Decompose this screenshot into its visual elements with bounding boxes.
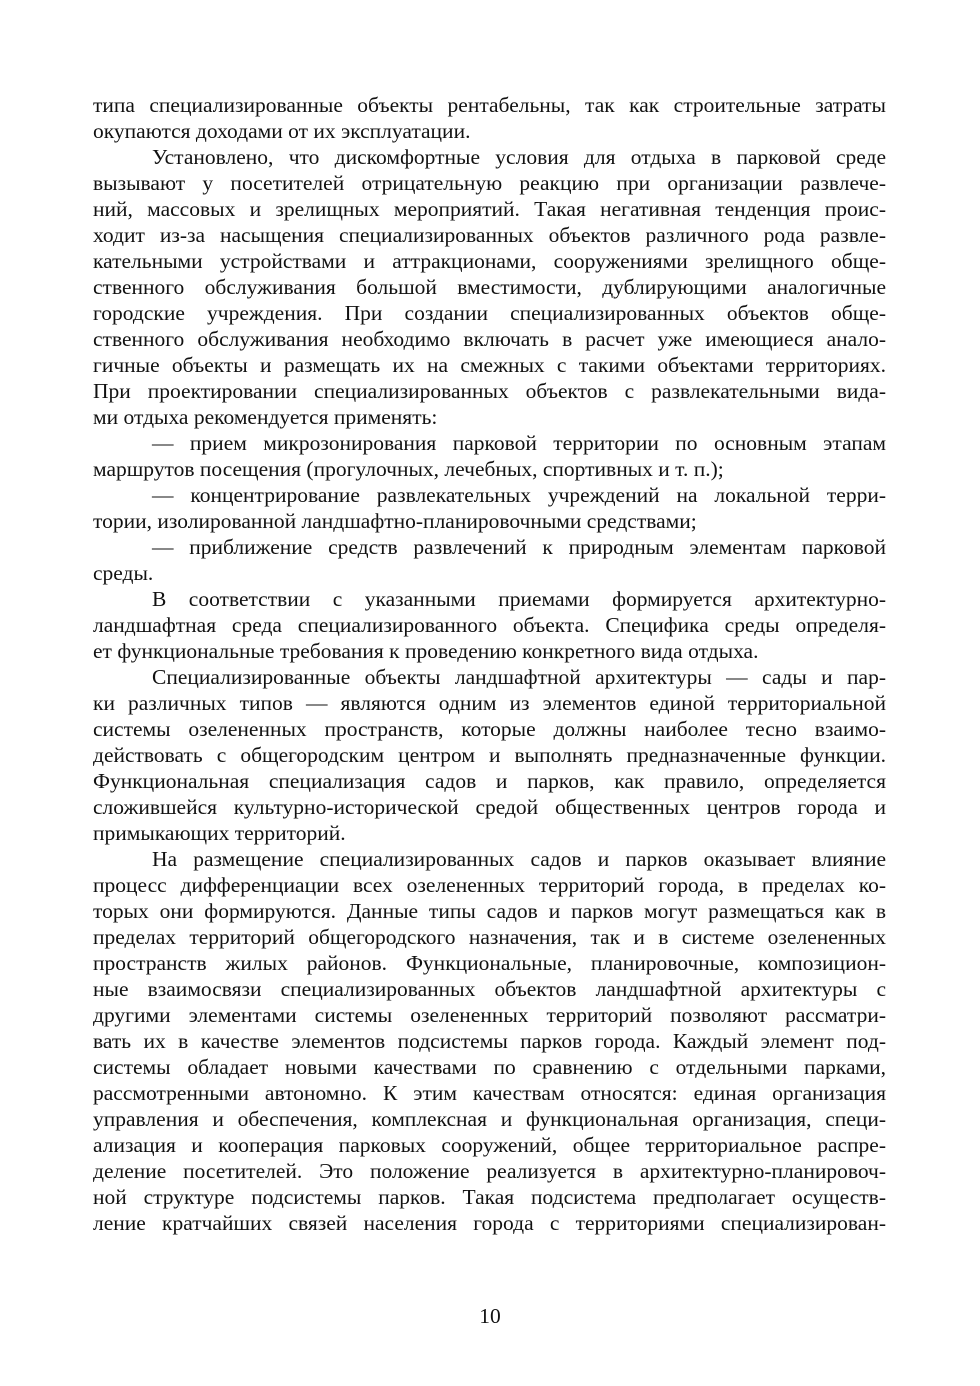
- text-line: ходит из-за насыщения специализированных объектов различного рода развле-: [93, 223, 886, 247]
- text-line: кательными устройствами и аттракционами, сооружениями зрелищного обще-: [93, 249, 886, 273]
- text-line: ственного обслуживания необходимо включать в расчет уже имеющиеся анало-: [93, 327, 886, 351]
- paragraph: [93, 92, 886, 144]
- text-line: вать их в качестве элементов подсистемы парков города. Каждый элемент под-: [93, 1029, 886, 1053]
- text-line: пространств жилых районов. Функциональные, планировочные, композицион-: [93, 951, 886, 975]
- paragraph: [93, 534, 886, 586]
- text-line: В соответствии с указанными приемами формируется архитектурно-: [152, 587, 886, 611]
- text-line: ландшафтная среда специализированного объекта. Специфика среды определя-: [93, 613, 886, 637]
- text-line: деление посетителей. Это положение реализуется в архитектурно-планировоч-: [93, 1159, 886, 1183]
- text-line: другими элементами системы озелененных территорий позволяют рассматри-: [93, 1003, 886, 1027]
- text-line: маршрутов посещения (прогулочных, лечебных, спортивных и т. п.);: [93, 457, 724, 481]
- text-line: процесс дифференциации всех озелененных территорий города, в пределах ко-: [93, 873, 886, 897]
- text-line: При проектировании специализированных объектов с развлекательными вида-: [93, 379, 886, 403]
- text-line: гичные объекты и размещать их на смежных с такими объектами территориях.: [93, 353, 886, 377]
- text-line: типа специализированные объекты рентабельны, так как строительные затраты: [93, 93, 886, 117]
- page-number: 10: [479, 1304, 501, 1328]
- text-line: ализация и кооперация парковых сооружений, общее территориальное распре-: [93, 1133, 886, 1157]
- text-line: ственного обслуживания большой вместимости, дублирующими аналогичные: [93, 275, 886, 299]
- text-line: — прием микрозонирования парковой территории по основным этапам: [152, 431, 886, 455]
- text-line: системы обладает новыми качествами по сравнению с отдельными парками,: [93, 1055, 886, 1079]
- text-line: пределах территорий общегородского назначения, так и в системе озелененных: [93, 925, 886, 949]
- text-line: тории, изолированной ландшафтно-планировочными средствами;: [93, 509, 697, 533]
- text-line: среды.: [93, 561, 154, 585]
- text-line: действовать с общегородским центром и выполнять предназначенные функции.: [93, 743, 886, 767]
- paragraph: [93, 144, 886, 430]
- text-line: ки различных типов — являются одним из элементов единой территориальной: [93, 691, 886, 715]
- paragraph: [93, 664, 886, 846]
- text-line: — концентрирование развлекательных учреждений на локальной терри-: [152, 483, 886, 507]
- text-line: торых они формируются. Данные типы садов и парков могут размещаться как в: [93, 899, 886, 923]
- paragraph: [93, 482, 886, 534]
- text-line: ление кратчайших связей населения города с территориями специализирован-: [93, 1211, 886, 1235]
- text-line: Установлено, что дискомфортные условия для отдыха в парковой среде: [152, 145, 886, 169]
- text-line: — приближение средств развлечений к природным элементам парковой: [152, 535, 886, 559]
- text-line: окупаются доходами от их эксплуатации.: [93, 119, 471, 143]
- text-line: вызывают у посетителей отрицательную реакцию при организации развлече-: [93, 171, 886, 195]
- text-line: Функциональная специализация садов и парков, как правило, определяется: [93, 769, 886, 793]
- text-line: ные взаимосвязи специализированных объектов ландшафтной архитектуры с: [93, 977, 886, 1001]
- text-line: ний, массовых и зрелищных мероприятий. Такая негативная тенденция проис-: [93, 197, 886, 221]
- text-line: ми отдыха рекомендуется применять:: [93, 405, 438, 429]
- page-body: [93, 92, 886, 1236]
- text-line: сложившейся культурно-исторической средой общественных центров города и: [93, 795, 886, 819]
- text-line: Специализированные объекты ландшафтной архитектуры — сады и пар-: [152, 665, 886, 689]
- text-line: примыкающих территорий.: [93, 821, 346, 845]
- text-line: ет функциональные требования к проведению конкретного вида отдыха.: [93, 639, 759, 663]
- text-line: городские учреждения. При создании специализированных объектов обще-: [93, 301, 886, 325]
- text-line: ной структуре подсистемы парков. Такая подсистема предполагает осуществ-: [93, 1185, 886, 1209]
- text-line: управления и обеспечения, комплексная и функциональная организация, специ-: [93, 1107, 886, 1131]
- paragraph: [93, 586, 886, 664]
- paragraph: [93, 430, 886, 482]
- text-line: На размещение специализированных садов и парков оказывает влияние: [152, 847, 886, 871]
- text-line: рассмотренными автономно. К этим качествам относятся: единая организация: [93, 1081, 886, 1105]
- text-line: системы озелененных пространств, которые должны наиболее тесно взаимо-: [93, 717, 886, 741]
- paragraph: [93, 846, 886, 1236]
